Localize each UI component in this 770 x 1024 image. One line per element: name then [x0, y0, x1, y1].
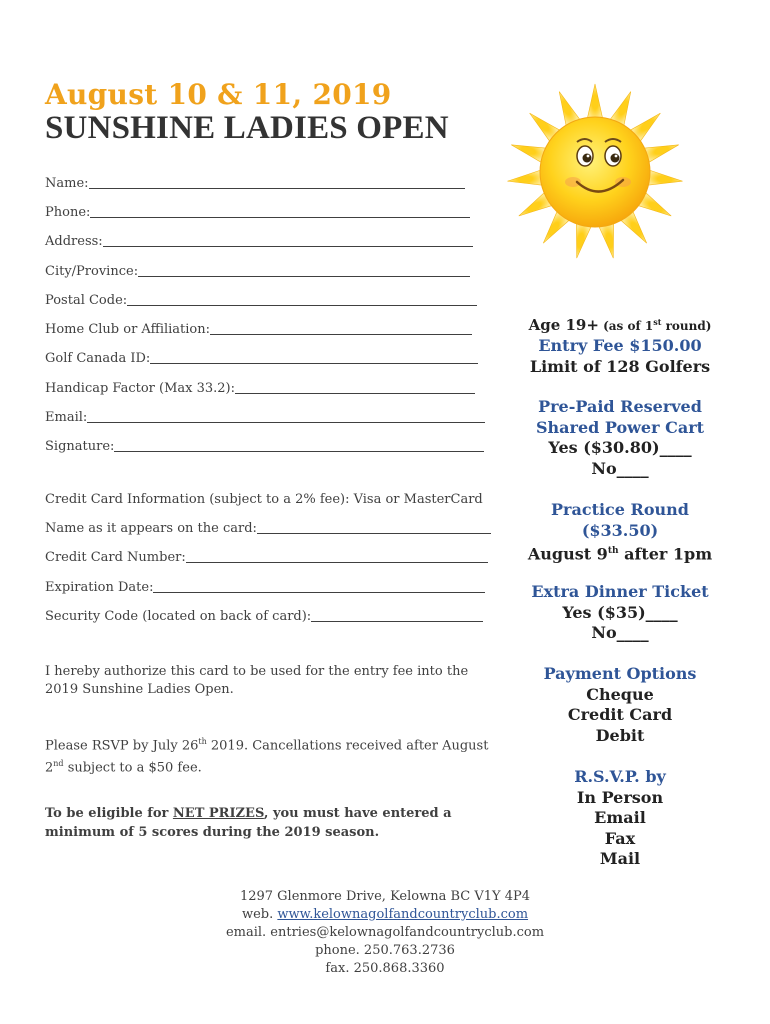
- phone-field[interactable]: [45, 205, 470, 220]
- smiling-sun-icon: [505, 80, 685, 260]
- security-code-field[interactable]: [45, 609, 483, 624]
- cart-no-option[interactable]: No____: [591, 458, 649, 478]
- contact-fax: fax. 250.868.3360: [325, 961, 445, 976]
- rsvp-method: In Person: [576, 787, 664, 807]
- signature-field[interactable]: [45, 439, 484, 454]
- card-number-label: Credit Card Number:: [45, 550, 186, 565]
- event-title: SUNSHINE LADIES OPEN: [45, 110, 449, 146]
- payment-option: Credit Card: [567, 705, 673, 724]
- payment-options-section: Payment Options Cheque Credit Card Debit: [505, 664, 735, 746]
- rsvp-note: Please RSVP by July 26th 2019. Cancellations received after August 2nd subject to a $50 fee.: [45, 737, 489, 776]
- age-requirement: Age 19+ (as of 1st round): [528, 316, 712, 334]
- club-address: 1297 Glenmore Drive, Kelowna BC V1Y 4P4: [239, 889, 531, 904]
- rsvp-method: Email: [594, 808, 646, 827]
- eligibility-note: To be eligible for NET PRIZES, you must have entered a minimum of 5 scores during the 2019 season.: [45, 806, 452, 840]
- website-link[interactable]: www.kelownagolfandcountryclub.com: [277, 907, 529, 922]
- event-date-title: August 10 & 11, 2019: [45, 78, 392, 111]
- rsvp-methods-section: R.S.V.P. by In Person Email Fax Mail: [505, 767, 735, 870]
- cardholder-name-field[interactable]: [45, 521, 491, 536]
- postal-code-field[interactable]: [45, 293, 477, 308]
- name-field[interactable]: [45, 176, 465, 191]
- name-label: Name:: [45, 176, 89, 191]
- golf-canada-id-label: Golf Canada ID:: [45, 351, 151, 366]
- postal-code-label: Postal Code:: [45, 293, 128, 308]
- dinner-no-option[interactable]: No____: [591, 623, 649, 642]
- rsvp-method: Fax: [604, 828, 636, 848]
- contact-email: email. entries@kelownagolfandcountryclub.com: [225, 925, 545, 940]
- signature-label: Signature:: [45, 439, 115, 454]
- contact-phone: phone. 250.763.2736: [315, 943, 455, 958]
- home-club-label: Home Club or Affiliation:: [45, 322, 211, 337]
- practice-round-section: Practice Round ($33.50) August 9th after 1pm: [527, 500, 713, 564]
- rsvp-method: Mail: [599, 849, 641, 868]
- city-province-field[interactable]: [45, 264, 470, 279]
- address-label: Address:: [45, 234, 103, 249]
- handicap-label: Handicap Factor (Max 33.2):: [45, 381, 235, 396]
- credit-card-info-heading: Credit Card Information (subject to a 2% fee): Visa or MasterCard: [45, 492, 483, 507]
- phone-label: Phone:: [45, 205, 91, 220]
- cart-yes-option[interactable]: Yes ($30.80)____: [548, 438, 692, 457]
- cardholder-name-label: Name as it appears on the card:: [45, 521, 257, 536]
- payment-option: Cheque: [586, 684, 654, 704]
- golf-canada-id-field[interactable]: [45, 351, 478, 366]
- home-club-field[interactable]: [45, 322, 472, 337]
- email-label: Email:: [45, 410, 88, 425]
- card-number-field[interactable]: [45, 550, 488, 565]
- expiration-date-field[interactable]: [45, 580, 485, 595]
- authorization-text: I hereby authorize this card to be used for the entry fee into the 2019 Sunshine Ladies Open.: [45, 664, 469, 697]
- entry-fee: Entry Fee $150.00: [538, 336, 702, 355]
- security-code-label: Security Code (located on back of card):: [45, 609, 312, 624]
- dinner-yes-option[interactable]: Yes ($35)____: [562, 602, 678, 622]
- handicap-field[interactable]: [45, 381, 475, 396]
- power-cart-section: Pre-Paid Reserved Shared Power Cart Yes ($30.80)____ No____: [505, 397, 735, 479]
- dinner-ticket-section: Extra Dinner Ticket Yes ($35)____ No____: [505, 582, 735, 644]
- expiration-date-label: Expiration Date:: [45, 580, 154, 595]
- city-province-label: City/Province:: [45, 264, 139, 279]
- entry-info: [505, 336, 735, 377]
- golfer-limit: Limit of 128 Golfers: [529, 356, 711, 376]
- email-field[interactable]: [45, 410, 485, 425]
- contact-footer: 1297 Glenmore Drive, Kelowna BC V1Y 4P4 web. www.kelownagolfandcountryclub.com email. entries@kelownagolfandcountryclub.com phone. 250.763.2736 fax. 250.868.3360: [185, 888, 585, 978]
- address-field[interactable]: [45, 234, 473, 249]
- payment-option: Debit: [595, 725, 645, 745]
